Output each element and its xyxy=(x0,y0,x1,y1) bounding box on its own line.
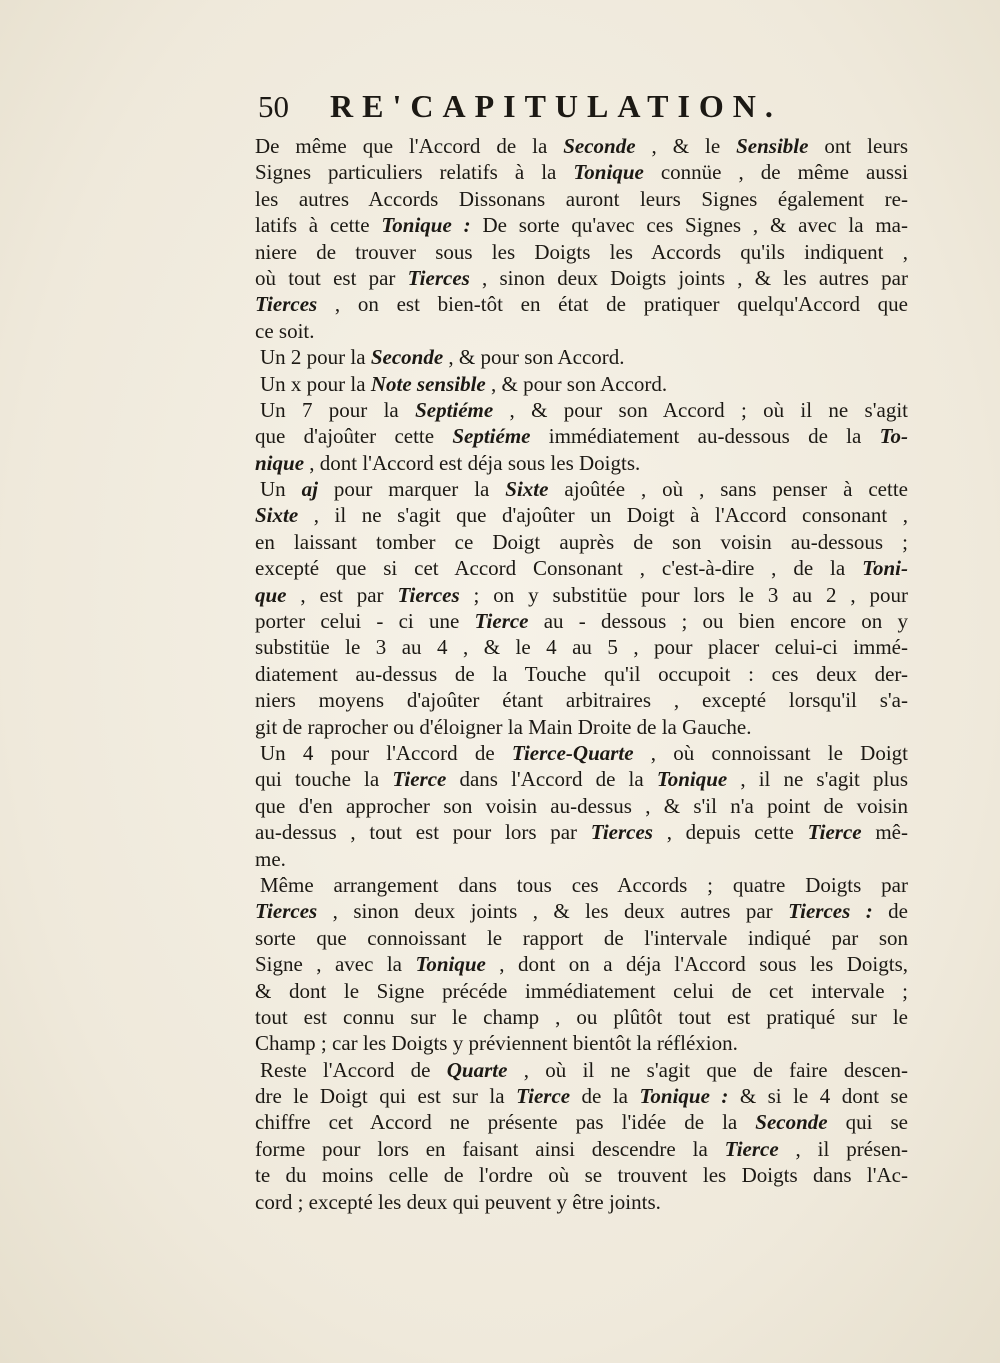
text-segment: sorte que connoissant le rapport de l'intervale indiqué par son xyxy=(255,925,908,950)
text-segment: substitüe le 3 au 4 , & le 4 au 5 , pour placer celui-ci immé- xyxy=(255,635,908,660)
text-segment: Signes particuliers relatifs à la xyxy=(255,160,574,185)
text-segment: , il présen- xyxy=(778,1136,908,1161)
text-segment: Reste l'Accord de xyxy=(260,1057,447,1082)
text-segment: cord ; excepté les deux qui peuvent y être joints. xyxy=(255,1189,661,1214)
text-line xyxy=(255,397,908,423)
text-segment: , il ne s'agit que d'ajoûter un Doigt à l'Accord consonant , xyxy=(298,503,908,528)
text-segment: Un x pour la xyxy=(260,371,371,396)
text-segment: excepté que si cet Accord Consonant , c'est-à-dire , de la xyxy=(255,556,863,581)
text-line xyxy=(255,159,908,185)
text-line xyxy=(255,661,908,687)
italic-term: Tierce xyxy=(807,820,862,845)
text-segment: connüe , de même aussi xyxy=(643,160,908,185)
text-line xyxy=(255,872,908,898)
text-line xyxy=(255,898,908,924)
italic-term: Tierce xyxy=(474,609,529,634)
italic-term: nique xyxy=(255,450,305,475)
text-segment: Même arrangement dans tous ces Accords ; quatre Doigts par xyxy=(260,872,908,897)
text-segment: , & pour son Accord. xyxy=(485,371,668,396)
body-text xyxy=(255,133,908,1215)
text-line xyxy=(255,186,908,212)
text-line xyxy=(255,714,908,740)
text-segment: git de raprocher ou d'éloigner la Main Droite de la Gauche. xyxy=(255,714,752,739)
text-line xyxy=(255,318,908,344)
text-line xyxy=(255,291,908,317)
italic-term: Seconde xyxy=(563,134,636,158)
text-segment: Un 4 pour l'Accord de xyxy=(260,740,512,765)
text-segment: mê- xyxy=(861,820,908,845)
text-segment: , il ne s'agit plus xyxy=(727,767,908,792)
text-line xyxy=(255,502,908,528)
text-segment: chiffre cet Accord ne présente pas l'idée de la xyxy=(255,1110,756,1135)
italic-term: Tierce xyxy=(392,767,447,792)
text-segment: dans l'Accord de la xyxy=(446,767,657,792)
text-segment: , où connoissant le Doigt xyxy=(633,740,908,765)
text-segment: & si le 4 dont se xyxy=(728,1084,908,1109)
italic-term: Toni- xyxy=(862,556,908,581)
text-segment: que d'en approcher son voisin au-dessus , & s'il n'a point de voisin xyxy=(255,793,908,818)
text-segment: de xyxy=(872,899,908,924)
italic-term: Septiéme xyxy=(452,424,531,449)
page-header xyxy=(258,88,818,125)
text-line xyxy=(255,978,908,1004)
italic-term: Sixte xyxy=(505,477,549,502)
text-line xyxy=(255,1109,908,1135)
text-line xyxy=(255,608,908,634)
italic-term: Seconde xyxy=(755,1110,828,1135)
text-line xyxy=(255,582,908,608)
italic-term: Tierce-Quarte xyxy=(511,740,634,765)
text-segment: au-dessus , tout est pour lors par xyxy=(255,820,591,845)
text-segment: Signe , avec la xyxy=(255,952,416,977)
text-segment: , sinon deux Doigts joints , & les autres par xyxy=(469,265,908,290)
text-segment: Un 2 pour la xyxy=(260,345,371,370)
text-line xyxy=(255,766,908,792)
text-segment: niere de trouver sous les Doigts les Accords qu'ils indiquent , xyxy=(255,239,908,264)
text-segment: qui touche la xyxy=(255,767,393,792)
text-line xyxy=(255,687,908,713)
text-line xyxy=(255,423,908,449)
text-segment: , où il ne s'agit que de faire descen- xyxy=(507,1057,908,1082)
italic-term: Tonique xyxy=(656,767,728,792)
text-line xyxy=(255,1136,908,1162)
italic-term: Quarte xyxy=(446,1057,508,1082)
italic-term: Tonique : xyxy=(381,213,471,238)
text-segment: ajoûtée , où , sans penser à cette xyxy=(548,477,908,502)
text-segment: au - dessous ; ou bien encore on y xyxy=(528,609,909,634)
text-segment: latifs à cette xyxy=(255,213,382,238)
italic-term: que xyxy=(255,582,287,607)
italic-term: Tonique xyxy=(573,160,644,185)
text-segment: qui se xyxy=(827,1110,909,1135)
text-segment: de la xyxy=(570,1084,640,1109)
text-line xyxy=(255,344,908,370)
text-line xyxy=(255,1083,908,1109)
text-line xyxy=(255,239,908,265)
italic-term: Tierces xyxy=(407,265,470,290)
text-segment: & dont le Signe précéde immédiatement celui de cet intervale ; xyxy=(255,978,908,1003)
text-segment: De sorte qu'avec ces Signes , & avec la ma- xyxy=(470,213,908,238)
text-line xyxy=(255,1004,908,1030)
text-line xyxy=(255,529,908,555)
text-line xyxy=(255,793,908,819)
text-line xyxy=(255,846,908,872)
italic-term: Tierce xyxy=(516,1084,571,1109)
italic-term: aj xyxy=(301,477,318,502)
italic-term: Tierces xyxy=(255,292,318,317)
text-line xyxy=(255,951,908,977)
text-line xyxy=(255,133,908,159)
text-segment: que d'ajoûter cette xyxy=(255,424,453,449)
text-segment: niers moyens d'ajoûter étant arbitraires , excepté lorsqu'il s'a- xyxy=(255,688,908,713)
text-segment: ; on y substitüe pour lors le 3 au 2 , pour xyxy=(459,582,908,607)
text-line xyxy=(255,1189,908,1215)
text-segment: De même que l'Accord de la xyxy=(255,134,564,158)
italic-term: To- xyxy=(879,424,908,449)
text-segment: en laissant tomber ce Doigt auprès de son voisin au-dessous ; xyxy=(255,529,908,554)
text-segment: où tout est par xyxy=(255,265,408,290)
text-segment: , dont l'Accord est déja sous les Doigts. xyxy=(304,450,641,475)
text-segment: , on est bien-tôt en état de pratiquer quelqu'Accord que xyxy=(317,292,908,317)
text-segment: Champ ; car les Doigts y préviennent bientôt la réfléxion. xyxy=(255,1031,738,1056)
text-segment: , & pour son Accord. xyxy=(443,345,625,370)
text-segment: Un xyxy=(260,477,302,502)
text-segment: , depuis cette xyxy=(652,820,808,845)
text-segment: diatement au-dessus de la Touche qu'il occupoit : ces deux der- xyxy=(255,661,908,686)
italic-term: Seconde xyxy=(370,345,444,370)
text-segment: forme pour lors en faisant ainsi descendre la xyxy=(255,1136,725,1161)
italic-term: Tierces : xyxy=(788,899,873,924)
text-segment: immédiatement au-dessous de la xyxy=(530,424,880,449)
text-segment: , & le xyxy=(635,134,737,158)
text-segment: tout est connu sur le champ , ou plûtôt tout est pratiqué sur le xyxy=(255,1004,908,1029)
text-line xyxy=(255,371,908,397)
text-segment: dre le Doigt qui est sur la xyxy=(255,1084,517,1109)
text-line xyxy=(255,265,908,291)
text-segment: , sinon deux joints , & les deux autres par xyxy=(317,899,789,924)
italic-term: Tierces xyxy=(255,899,318,924)
text-segment: Un 7 pour la xyxy=(260,397,416,422)
italic-term: Tierces xyxy=(590,820,653,845)
text-line xyxy=(255,476,908,502)
italic-term: Tierces xyxy=(397,582,460,607)
page-number: 50 xyxy=(258,89,289,124)
italic-term: Tierce xyxy=(724,1136,779,1161)
text-segment: , & pour son Accord ; où il ne s'agit xyxy=(493,397,908,422)
text-segment: te du moins celle de l'ordre où se trouvent les Doigts dans l'Ac- xyxy=(255,1163,908,1188)
text-segment: pour marquer la xyxy=(317,477,506,502)
text-line xyxy=(255,450,908,476)
italic-term: Note sensible xyxy=(370,371,486,396)
text-line xyxy=(255,1162,908,1188)
text-line xyxy=(255,212,908,238)
italic-term: Tonique xyxy=(415,952,486,977)
text-line xyxy=(255,819,908,845)
text-line xyxy=(255,925,908,951)
running-title: RE'CAPITULATION. xyxy=(330,88,782,124)
text-line xyxy=(255,634,908,660)
text-segment: les autres Accords Dissonans auront leurs Signes également re- xyxy=(255,186,908,211)
text-segment: ont leurs xyxy=(808,134,908,158)
italic-term: Sensible xyxy=(736,134,809,158)
italic-term: Septiéme xyxy=(415,397,494,422)
text-line xyxy=(255,1030,908,1056)
italic-term: Sixte xyxy=(255,503,299,528)
text-segment: porter celui - ci une xyxy=(255,609,475,634)
text-line xyxy=(255,555,908,581)
text-segment: , dont on a déja l'Accord sous les Doigts, xyxy=(485,952,909,977)
text-segment: ce soit. xyxy=(255,318,315,343)
text-line xyxy=(255,1057,908,1083)
text-segment: me. xyxy=(255,846,286,871)
text-line xyxy=(255,740,908,766)
italic-term: Tonique : xyxy=(639,1084,729,1109)
text-segment: , est par xyxy=(286,582,398,607)
